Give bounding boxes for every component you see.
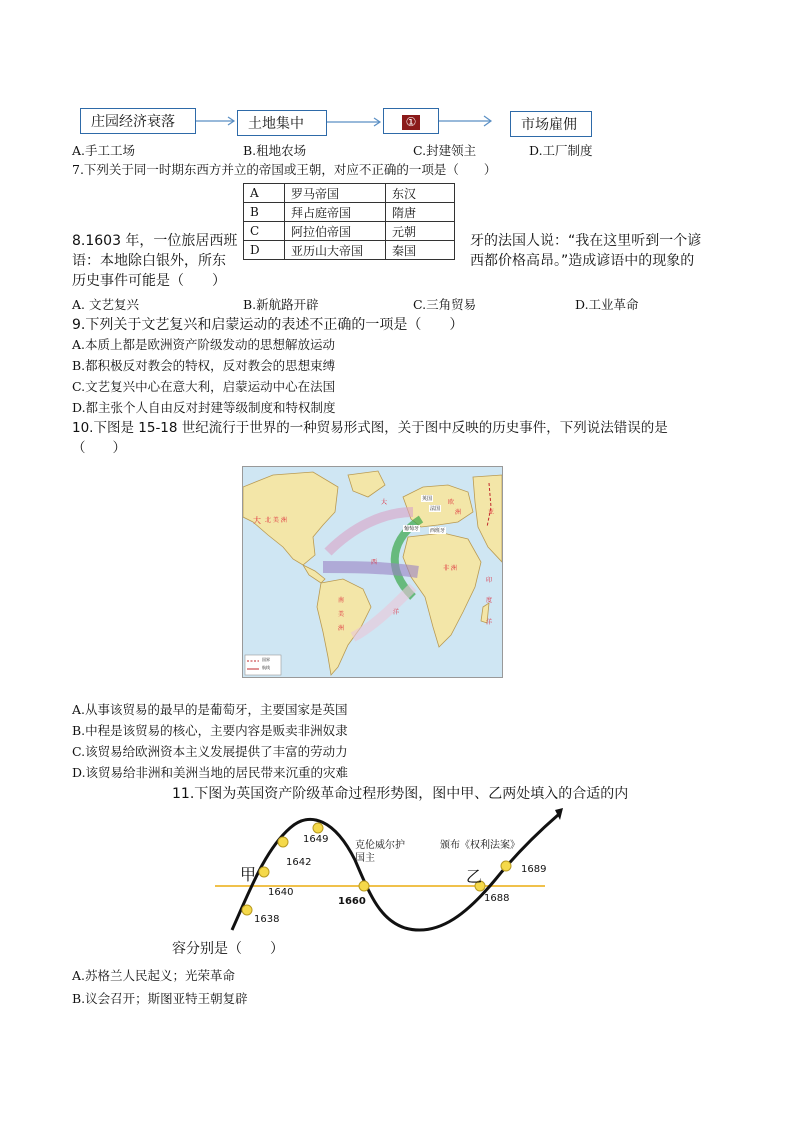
map-label-eu1: 欧 bbox=[448, 499, 455, 506]
q7-east: 东汉 bbox=[386, 184, 455, 203]
map-label-asia: 亚 bbox=[488, 509, 495, 516]
q11-year-1660: 1660 bbox=[338, 896, 366, 907]
flow-box-4: 市场雇佣 bbox=[510, 111, 592, 137]
q7-stem: 7.下列关于同一时期东西方并立的帝国或王朝，对应不正确的一项是（ ） bbox=[72, 162, 497, 177]
map-legend-1: 国界 bbox=[262, 657, 270, 662]
q9-option-c: C.文艺复兴中心在意大利，启蒙运动中心在法国 bbox=[72, 379, 336, 394]
map-label-atl3: 大 bbox=[381, 499, 388, 506]
q7-opt: D bbox=[244, 241, 285, 260]
q6-option-a: A.手工工场 bbox=[72, 143, 136, 158]
table-row bbox=[244, 184, 455, 203]
map-label-sa2: 美 bbox=[338, 611, 345, 618]
q11-cromwell-line1: 克伦威尔护 bbox=[355, 840, 405, 851]
q7-west: 罗马帝国 bbox=[285, 184, 386, 203]
greenland-shape bbox=[348, 471, 385, 497]
q7-west: 拜占庭帝国 bbox=[285, 203, 386, 222]
q7-west: 亚历山大帝国 bbox=[285, 241, 386, 260]
map-label-sa3: 洲 bbox=[338, 625, 345, 632]
map-label-atl1: 西 bbox=[371, 559, 378, 566]
q8-line2-right: 西都价格高昂。”造成谚语中的现象的 bbox=[470, 253, 695, 269]
flow-box-2: 土地集中 bbox=[237, 110, 327, 136]
map-label-india2: 度 bbox=[486, 597, 493, 604]
map-label-africa: 非 洲 bbox=[443, 565, 457, 572]
q6-option-d: D.工厂制度 bbox=[529, 143, 593, 158]
q11-label-yi: 乙 bbox=[466, 867, 483, 886]
q10-option-b: B.中程是该贸易的核心，主要内容是贩卖非洲奴隶 bbox=[72, 723, 348, 738]
q10-stem-line2: （ ） bbox=[72, 440, 126, 456]
q8-option-d: D.工业革命 bbox=[575, 297, 639, 312]
map-legend-2: 航线 bbox=[262, 665, 270, 670]
trade-flow-africa-america bbox=[323, 567, 418, 572]
map-svg bbox=[243, 467, 502, 677]
map-label-pacific: 洋 bbox=[486, 619, 493, 626]
map-label-india: 印 bbox=[486, 577, 493, 584]
map-label-atl2: 洋 bbox=[393, 609, 400, 616]
q11-year-1649: 1649 bbox=[303, 834, 329, 845]
q11-year-1689: 1689 bbox=[521, 864, 547, 875]
q7-opt: B bbox=[244, 203, 285, 222]
q8-option-a: A. 文艺复兴 bbox=[72, 297, 139, 312]
q11-year-1688: 1688 bbox=[484, 893, 510, 904]
q11-option-a: A.苏格兰人民起义；光荣革命 bbox=[72, 968, 236, 983]
q7-opt: C bbox=[244, 222, 285, 241]
q11-option-b: B.议会召开；斯图亚特王朝复辟 bbox=[72, 991, 248, 1006]
table-row bbox=[244, 222, 455, 241]
table-row bbox=[244, 203, 455, 222]
q11-cromwell-line2: 国主 bbox=[355, 853, 375, 864]
q11-stem-cont: 容分别是（ ） bbox=[172, 941, 284, 957]
q7-east: 隋唐 bbox=[386, 203, 455, 222]
map-label-ocean-left: 大 bbox=[253, 516, 261, 525]
q8-line1-left: 8.1603 年，一位旅居西班 bbox=[72, 233, 238, 249]
q11-year-1638: 1638 bbox=[254, 914, 280, 925]
asia-shape bbox=[473, 475, 502, 562]
q8-option-c: C.三角贸易 bbox=[413, 297, 477, 312]
map-label-spain: 西班牙 bbox=[430, 528, 446, 534]
q8-option-b: B.新航路开辟 bbox=[243, 297, 319, 312]
q7-west: 阿拉伯帝国 bbox=[285, 222, 386, 241]
map-label-portugal: 葡萄牙 bbox=[404, 526, 420, 532]
map-label-england: 英国 bbox=[422, 496, 433, 502]
q11-year-1640: 1640 bbox=[268, 887, 294, 898]
map-label-france: 法国 bbox=[430, 506, 441, 512]
q7-east: 秦国 bbox=[386, 241, 455, 260]
q6-option-c: C.封建领主 bbox=[413, 143, 477, 158]
q10-stem-line1: 10.下图是 15-18 世纪流行于世界的一种贸易形式图，关于图中反映的历史事件，下列说法错误的是 bbox=[72, 420, 668, 436]
q10-option-a: A.从事该贸易的最早的是葡萄牙，主要国家是英国 bbox=[72, 702, 348, 717]
q9-option-a: A.本质上都是欧洲资产阶级发动的思想解放运动 bbox=[72, 337, 336, 352]
q7-opt: A bbox=[244, 184, 285, 203]
q10-option-c: C.该贸易给欧洲资本主义发展提供了丰富的劳动力 bbox=[72, 744, 348, 759]
q7-east: 元朝 bbox=[386, 222, 455, 241]
q11-year-1642: 1642 bbox=[286, 857, 312, 868]
q8-line1-right: 牙的法国人说：“我在这里听到一个谚 bbox=[470, 233, 702, 249]
revolution-process-diagram bbox=[0, 800, 794, 940]
map-label-sa1: 南 bbox=[338, 597, 345, 604]
flow-arrows bbox=[0, 0, 794, 160]
q9-option-d: D.都主张个人自由反对封建等级制度和特权制度 bbox=[72, 400, 336, 415]
triangle-trade-map bbox=[242, 466, 503, 678]
q8-line3: 历史事件可能是（ ） bbox=[72, 273, 226, 289]
q9-stem: 9.下列关于文艺复兴和启蒙运动的表述不正确的一项是（ ） bbox=[72, 317, 464, 333]
q7-table bbox=[243, 183, 455, 260]
q11-stem: 11.下图为英国资产阶级革命过程形势图，图中甲、乙两处填入的合适的内 bbox=[172, 786, 629, 802]
central-america-shape bbox=[303, 565, 325, 583]
table-row bbox=[244, 241, 455, 260]
q11-bill-of-rights: 颁布《权利法案》 bbox=[440, 840, 520, 851]
flow-marker: ① bbox=[402, 115, 420, 130]
map-label-north-america: 北 美 洲 bbox=[265, 517, 287, 524]
flow-box-1: 庄园经济衰落 bbox=[80, 108, 196, 134]
map-label-eu2: 洲 bbox=[455, 509, 462, 516]
q8-line2-left: 语：本地除白银外，所东 bbox=[72, 253, 226, 269]
q9-option-b: B.都积极反对教会的特权，反对教会的思想束缚 bbox=[72, 358, 336, 373]
q11-label-jia: 甲 bbox=[240, 865, 257, 884]
revolution-curve bbox=[232, 815, 558, 930]
q10-option-d: D.该贸易给非洲和美洲当地的居民带来沉重的灾难 bbox=[72, 765, 349, 780]
q6-option-b: B.租地农场 bbox=[243, 143, 307, 158]
